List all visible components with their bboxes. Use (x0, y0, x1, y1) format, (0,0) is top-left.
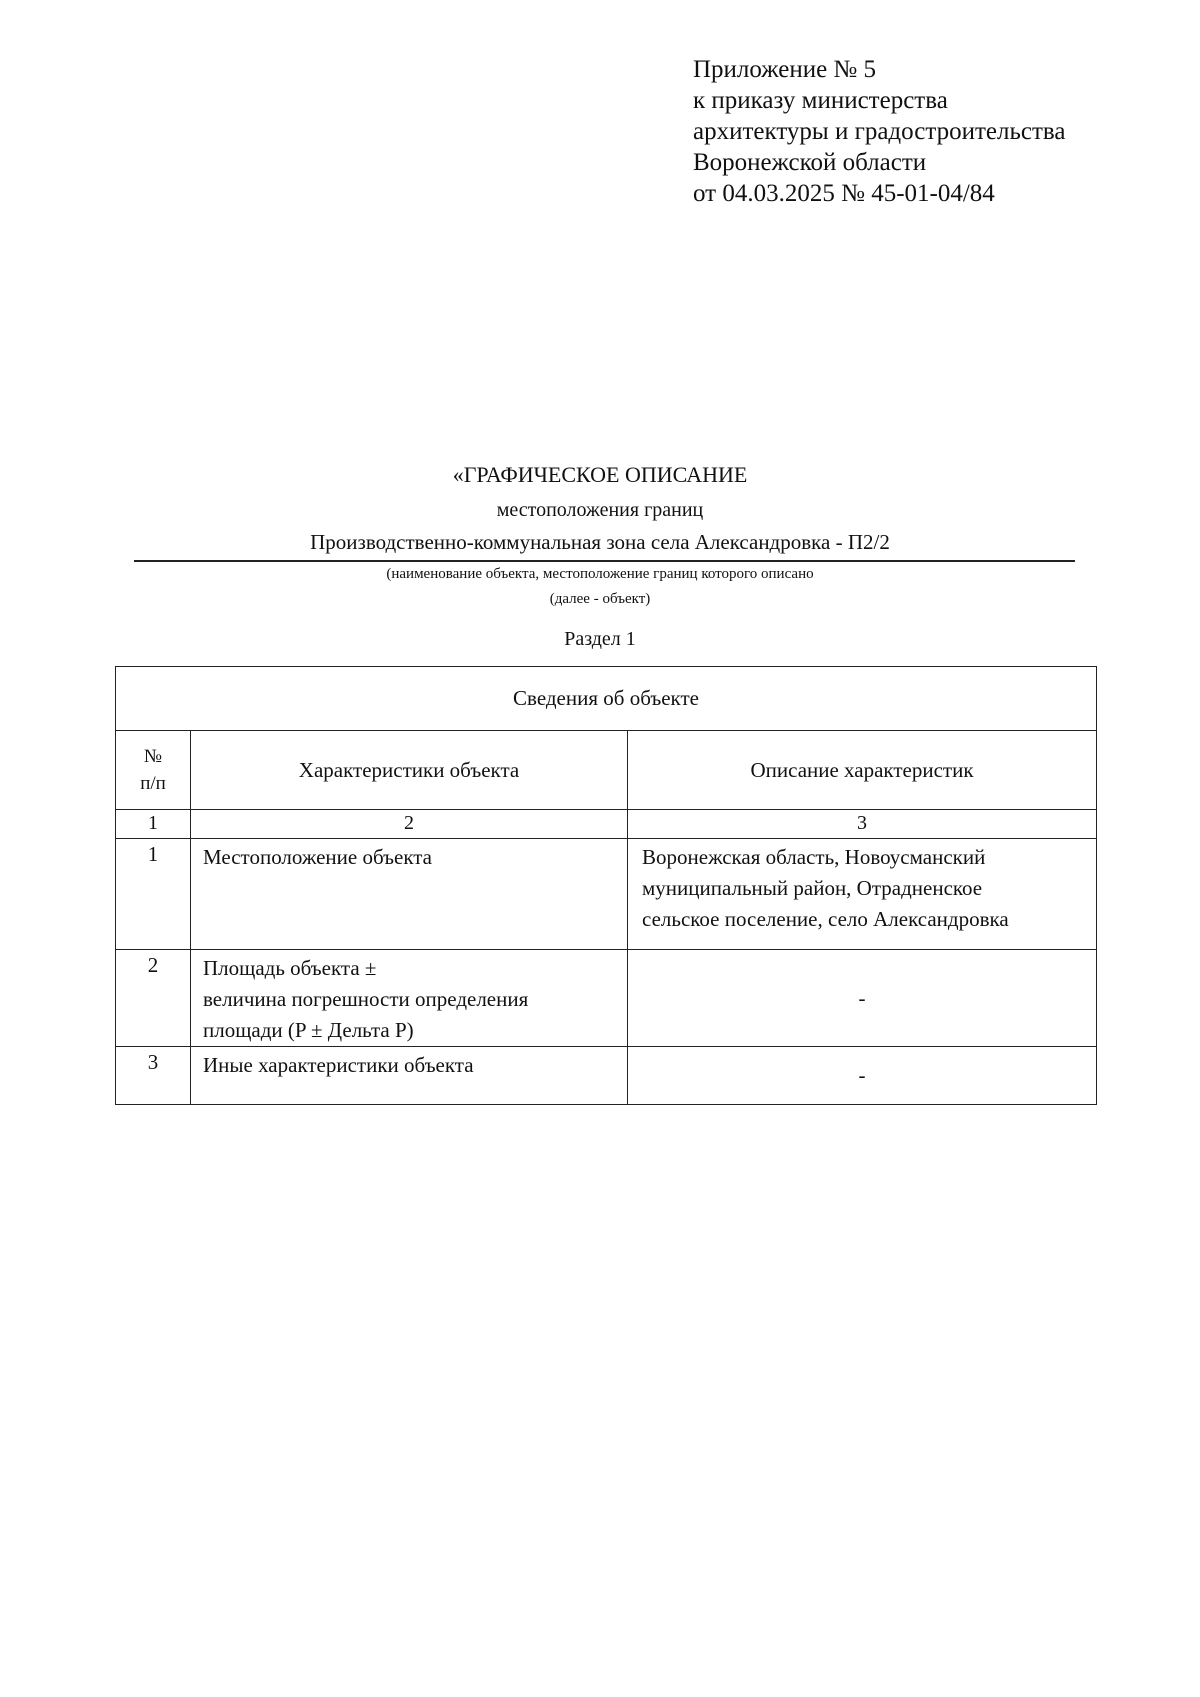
row-number: 2 (116, 950, 191, 1047)
index-cell: 1 (116, 810, 191, 839)
row-characteristic (191, 950, 628, 1047)
description-line: Воронежская область, Новоусманский (642, 845, 986, 869)
description-line: муниципальный район, Отрадненское (642, 876, 983, 900)
object-note-line2: (далее - объект) (549, 591, 651, 607)
table-row (116, 839, 1097, 950)
document-title: «ГРАФИЧЕСКОЕ ОПИСАНИЕ (452, 462, 748, 487)
characteristic-line: величина погрешности определения (203, 987, 529, 1011)
row-number: 1 (116, 839, 191, 950)
row-description (628, 839, 1097, 950)
object-note-line1: (наименование объекта, местоположение границ которого описано (386, 566, 814, 582)
table-row (116, 950, 1097, 1047)
appendix-line: архитектуры и градостроительства (693, 118, 1066, 145)
object-name-underline (134, 560, 1075, 562)
row-characteristic (191, 839, 628, 950)
characteristic-line: Местоположение объекта (203, 845, 433, 869)
section-title: Раздел 1 (564, 628, 636, 650)
index-cell: 3 (628, 810, 1097, 839)
characteristic-line: Иные характеристики объекта (203, 1053, 474, 1077)
table-header-row (116, 731, 1097, 810)
description-line: сельское поселение, село Александровка (642, 907, 1009, 931)
appendix-line: от 04.03.2025 № 45-01-04/84 (693, 180, 995, 207)
appendix-line: Воронежской области (693, 149, 927, 176)
header-number (116, 731, 191, 810)
appendix-line: Приложение № 5 (693, 56, 877, 83)
document-subtitle: местоположения границ (496, 499, 704, 521)
row-number: 3 (116, 1047, 191, 1105)
table-row (116, 1047, 1097, 1105)
appendix-line: к приказу министерства (693, 87, 948, 114)
object-info-table (115, 666, 1097, 1105)
header-characteristics: Характеристики объекта (191, 731, 628, 810)
header-number-line1: № (143, 746, 163, 767)
index-cell: 2 (191, 810, 628, 839)
row-characteristic (191, 1047, 628, 1105)
table-caption-row (116, 667, 1097, 731)
object-name: Производственно-коммунальная зона села Александровка - П2/2 (310, 530, 890, 554)
characteristic-line: площади (P ± Дельта P) (203, 1018, 414, 1042)
appendix-block (693, 54, 1065, 209)
header-number-line2: п/п (140, 773, 166, 794)
table-index-row (116, 810, 1097, 839)
characteristic-line: Площадь объекта ± (203, 956, 377, 980)
header-description: Описание характеристик (628, 731, 1097, 810)
row-description: - (628, 1047, 1097, 1105)
table-caption: Сведения об объекте (116, 667, 1097, 731)
row-description: - (628, 950, 1097, 1047)
